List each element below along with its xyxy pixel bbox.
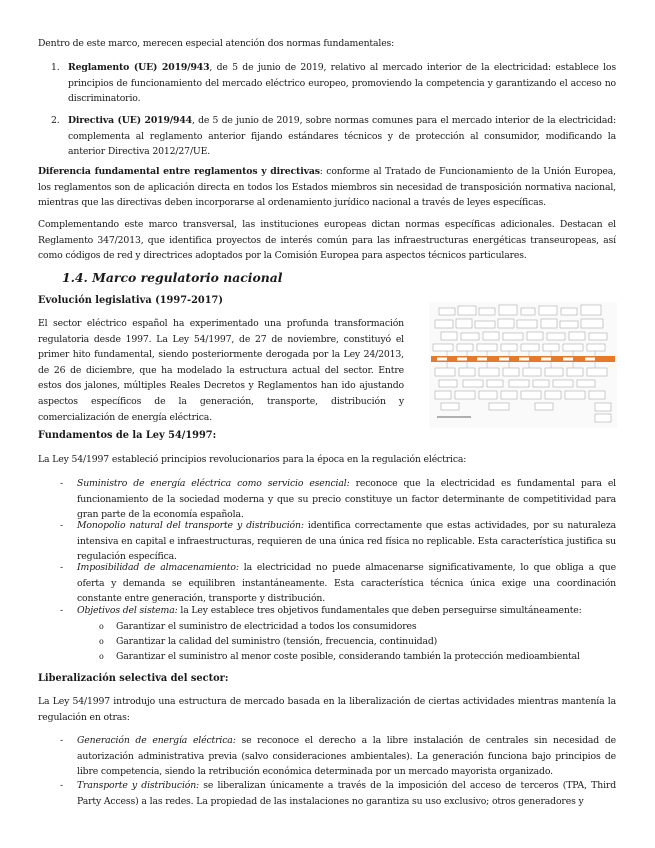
liberalizacion-item bbox=[60, 733, 617, 780]
reg-text: , de 5 de junio de 2019, sobre normas comunes para el mercado interior de la electricidad: complementa al reglamento anterior fijando estándares técnicos y de protección al consumidor, modificando la anterior Directiva 2012/27/UE. bbox=[68, 115, 616, 158]
circle-bullet-icon: o bbox=[99, 652, 104, 661]
fundamentos-intro: La Ley 54/1997 estableció principios revolucionarios para la época en la regulación eléctrica: bbox=[38, 454, 467, 465]
reg-title: Directiva (UE) 2019/944 bbox=[68, 115, 192, 126]
dash-bullet: - bbox=[60, 520, 63, 531]
dash-bullet: - bbox=[60, 562, 63, 573]
reg-title: Reglamento (UE) 2019/943 bbox=[68, 62, 210, 73]
objetivo-text: Garantizar la calidad del suministro (tensión, frecuencia, continuidad) bbox=[116, 636, 438, 647]
fundamentos-title: Fundamentos de la Ley 54/1997: bbox=[38, 430, 217, 441]
section-heading: 1.4. Marco regulatorio nacional bbox=[62, 270, 283, 285]
item-text: la Ley establece tres objetivos fundamentales que deben perseguirse simultáneamente: bbox=[177, 605, 582, 616]
objetivo-item bbox=[99, 619, 616, 635]
objetivo-text: Garantizar el suministro al menor coste posible, considerando también la protección medioambiental bbox=[116, 651, 580, 662]
circle-bullet-icon: o bbox=[99, 622, 104, 631]
fundamentos-item bbox=[60, 603, 616, 619]
timeline-figure bbox=[429, 302, 617, 428]
item-text: se liberalizan únicamente a través de la imposición del acceso de terceros (TPA, Third Party Access) a las redes. La propiedad de las instalaciones no garantiza su uso exclusivo; otros generadores y bbox=[77, 780, 616, 807]
complementando-paragraph: Complementando este marco transversal, las instituciones europeas dictan normas específicas adicionales. Destacan el Reglamento 347/2013, que identifica proyectos de interés común para las infraestructuras energéticas transeuropeas, así como códigos de red y directrices adoptados por la Comisión Europea para aspectos técnicos particulares. bbox=[38, 219, 616, 262]
item-label: Objetivos del sistema: bbox=[77, 605, 178, 616]
diferencia-lead: Diferencia fundamental entre reglamentos y directivas bbox=[38, 166, 320, 177]
list-item-reglamento bbox=[51, 60, 616, 107]
circle-bullet-icon: o bbox=[99, 637, 104, 646]
item-text: reconoce que la electricidad es fundamental para el funcionamiento de la sociedad moderna y que su precio constituye un factor determinante de competitividad para gran parte de la economía española. bbox=[77, 478, 616, 521]
diferencia-text: : conforme al Tratado de Funcionamiento de la Unión Europea, los reglamentos son de aplicación directa en todos los Estados miembros sin necesidad de transposición normativa nacional, mientras que las directivas deben incorporarse al ordenamiento jurídico nacional a través de leyes específicas. bbox=[38, 166, 616, 209]
liberalizacion-item bbox=[60, 778, 616, 809]
fundamentos-item bbox=[60, 560, 616, 607]
item-text: la electricidad no puede almacenarse significativamente, lo que obliga a que oferta y demanda se equilibren instantáneamente. Esta característica técnica única exige una coordinación constante entre generación, transporte y distribución. bbox=[77, 562, 616, 605]
liberalizacion-title: Liberalización selectiva del sector: bbox=[38, 673, 229, 684]
fundamentos-item bbox=[60, 518, 616, 565]
dash-bullet: - bbox=[60, 735, 63, 746]
dash-bullet: - bbox=[60, 780, 63, 791]
item-label: Transporte y distribución: bbox=[77, 780, 200, 791]
item-label: Imposibilidad de almacenamiento: bbox=[77, 562, 239, 573]
list-number: 2. bbox=[51, 115, 60, 126]
intro-paragraph: Dentro de este marco, merecen especial atención dos normas fundamentales: bbox=[38, 38, 395, 49]
item-label: Suministro de energía eléctrica como servicio esencial: bbox=[77, 478, 350, 489]
item-label: Generación de energía eléctrica: bbox=[77, 735, 236, 746]
evolucion-title: Evolución legislativa (1997-2017) bbox=[38, 295, 223, 306]
liberalizacion-intro: La Ley 54/1997 introdujo una estructura de mercado basada en la liberalización de ciertas actividades mientras mantenía la regulación en otras: bbox=[38, 696, 616, 723]
item-label: Monopolio natural del transporte y distribución: bbox=[77, 520, 304, 531]
dash-bullet: - bbox=[60, 478, 63, 489]
objetivo-item bbox=[99, 649, 616, 665]
item-text: identifica correctamente que estas actividades, por su naturaleza intensiva en capital e infraestructuras, requieren de una única red física no replicable. Esta característica justifica su regulación específica. bbox=[77, 520, 616, 563]
objetivo-text: Garantizar el suministro de electricidad a todos los consumidores bbox=[116, 621, 417, 632]
reg-text: , de 5 de junio de 2019, relativo al mercado interior de la electricidad: establece los principios de funcionamiento del mercado eléctrico europeo, promoviendo la competencia y garantizando el acceso no discriminatorio. bbox=[68, 62, 616, 105]
fundamentos-item bbox=[60, 476, 616, 523]
diferencia-paragraph bbox=[38, 164, 616, 211]
list-item-directiva bbox=[51, 113, 616, 160]
dash-bullet: - bbox=[60, 605, 63, 616]
list-number: 1. bbox=[51, 62, 60, 73]
evolucion-paragraph: El sector eléctrico español ha experimentado una profunda transformación regulatoria desde 1997. La Ley 54/1997, de 27 de noviembre, constituyó el primer hito fundamental, siendo posteriormente derogada por la Ley 24/2013, de 26 de diciembre, que ha modelado la estructura actual del sector. Entre estos dos jalones, múltiples Reales Decretos y Reglamentos han ido ajustando aspectos específicos de la generación, transporte, distribución y comercialización de energía eléctrica. bbox=[38, 318, 404, 423]
objetivo-item bbox=[99, 634, 616, 650]
item-text: se reconoce el derecho a la libre instalación de centrales sin necesidad de autorización administrativa previa (salvo consideraciones ambientales). La generación funciona bajo principios de libre competencia, siendo la retribución económica determinada por un mercado mayorista organizado. bbox=[77, 735, 617, 778]
